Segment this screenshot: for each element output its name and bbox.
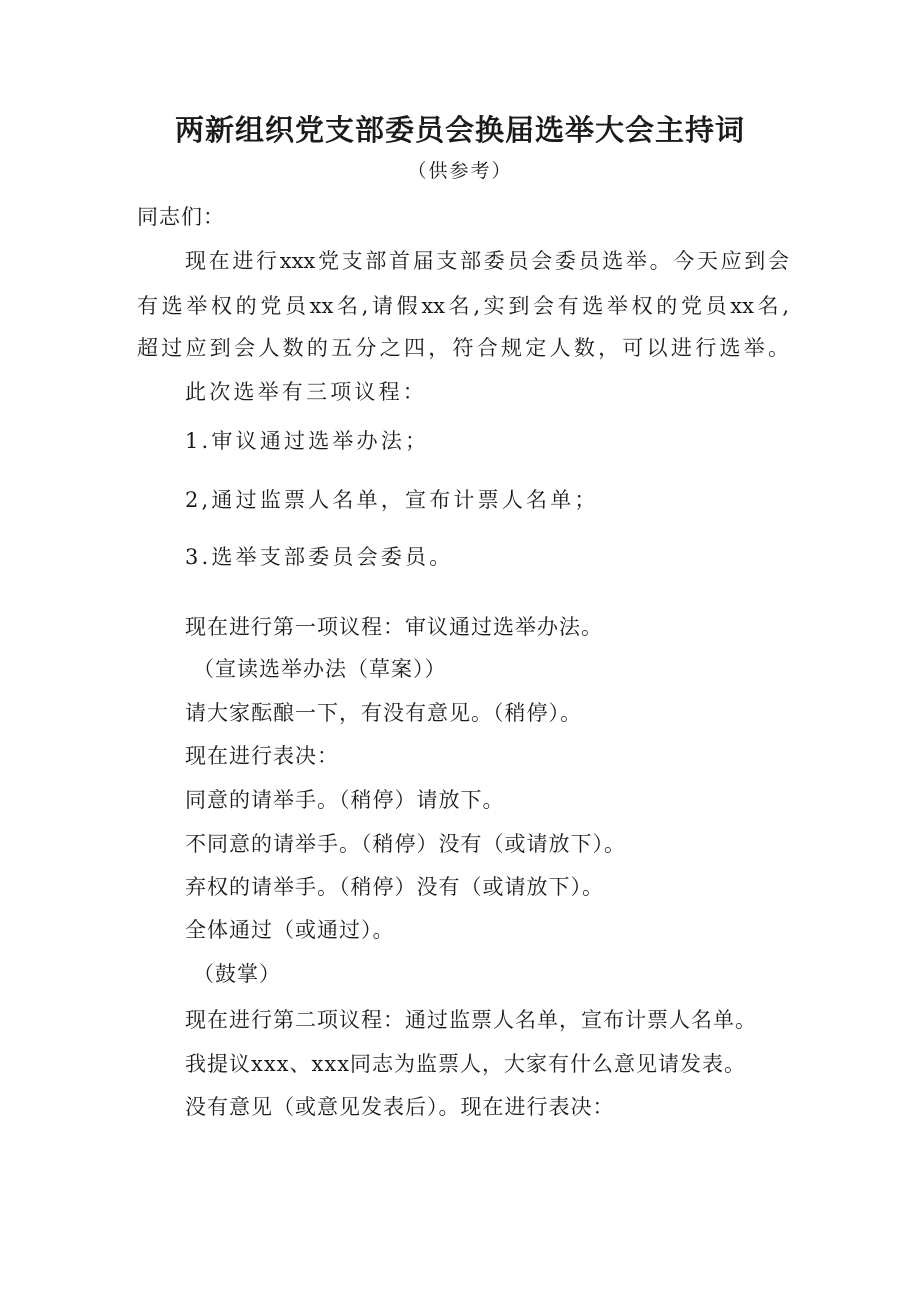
agenda-item-1: 1.审议通过选举办法； (185, 429, 430, 453)
proceeding-line-11: 我提议xxx、xxx同志为监票人，大家有什么意见请发表。 (185, 1052, 747, 1076)
intro-line-2: 有选举权的党员xx名,请假xx名,实到会有选举权的党员xx名, (137, 294, 789, 318)
proceeding-line-8: 全体通过（或通过）。 (185, 918, 395, 942)
agenda-item-3: 3.选举支部委员会委员。 (185, 545, 454, 569)
proceeding-line-7: 弃权的请举手。（稍停）没有（或请放下）。 (185, 875, 604, 899)
proceeding-line-2: （宣读选举办法（草案）） (193, 657, 447, 681)
salutation: 同志们： (137, 205, 225, 229)
proceeding-line-10: 现在进行第二项议程：通过监票人名单，宣布计票人名单。 (185, 1008, 757, 1032)
proceeding-line-6: 不同意的请举手。（稍停）没有（或请放下）。 (185, 832, 626, 856)
proceeding-line-5: 同意的请举手。（稍停）请放下。 (185, 788, 505, 812)
agenda-item-2: 2,通过监票人名单，宣布计票人名单； (185, 488, 599, 512)
agenda-intro: 此次选举有三项议程： (185, 380, 427, 404)
proceeding-line-3: 请大家酝酿一下，有没有意见。（稍停）。 (185, 701, 582, 725)
document-title: 两新组织党支部委员会换届选举大会主持词 (174, 113, 745, 147)
document-subtitle: （供参考） (407, 160, 513, 182)
proceeding-line-4: 现在进行表决： (185, 744, 339, 768)
intro-line-3: 超过应到会人数的五分之四，符合规定人数，可以进行选举。 (137, 336, 789, 360)
proceeding-line-1: 现在进行第一项议程：审议通过选举办法。 (185, 615, 603, 639)
intro-line-1: 现在进行xxx党支部首届支部委员会委员选举。今天应到会 (185, 249, 789, 273)
proceeding-line-12: 没有意见（或意见发表后）。现在进行表决： (185, 1095, 615, 1119)
proceeding-line-9: （鼓掌） (193, 962, 281, 986)
